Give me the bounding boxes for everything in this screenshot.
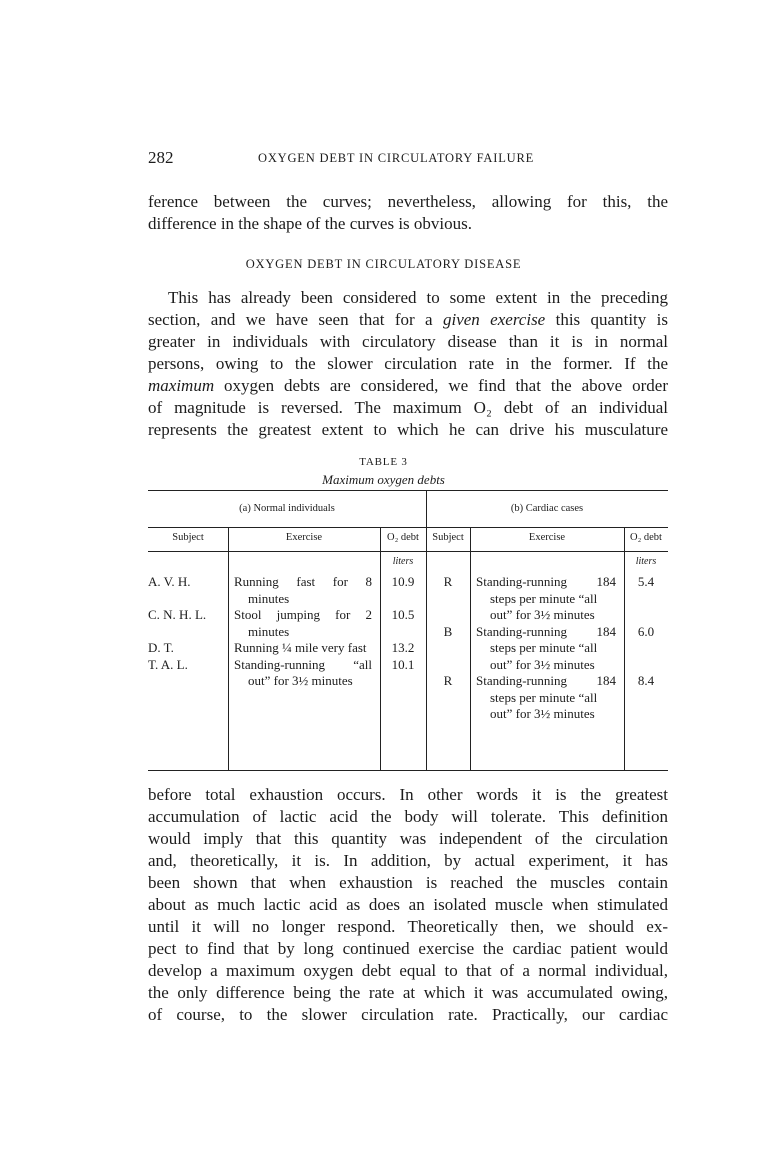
- exercise-line: out” for 3½ minutes: [490, 607, 595, 622]
- text-line: ference between the curves; nevertheless, allowing for this, the: [148, 192, 668, 211]
- text-line: difference in the shape of the curves is obvious.: [148, 214, 473, 233]
- o2-debt-cell: 13.2: [391, 640, 415, 655]
- exercise-line: Running fast for 8: [234, 574, 372, 589]
- exercise-line: Standing-running “all: [234, 656, 372, 672]
- column-header-exercise: Exercise: [528, 532, 566, 543]
- column-header-exercise: Exercise: [285, 532, 323, 543]
- o2-debt-cell: 5.4: [637, 574, 655, 589]
- table-col-divider: [470, 527, 471, 770]
- table-rule-subheader: [148, 551, 668, 552]
- text-line: would imply that this quantity was independent of the circulation: [148, 829, 668, 848]
- exercise-line: out” for 3½ minutes: [248, 673, 353, 688]
- subject-cell: C. N. H. L.: [148, 607, 207, 622]
- exercise-line: Standing-running 184: [476, 623, 616, 639]
- text-line: about as much lactic acid as does an isolated muscle when stimulated: [148, 895, 668, 914]
- text-line: maximum oxygen debts are considered, we find that the above order: [148, 376, 668, 395]
- page-number: 282: [148, 148, 174, 167]
- table-rule-top: [148, 490, 668, 491]
- paragraph-continuation: [148, 191, 668, 235]
- unit-label: liters: [392, 556, 414, 567]
- exercise-line: out” for 3½ minutes: [490, 656, 595, 672]
- table-rule-bottom: [148, 770, 668, 771]
- subject-cell: T. A. L.: [148, 656, 188, 672]
- subject-cell: D. T.: [148, 640, 174, 655]
- o2-debt-cell: 10.5: [391, 607, 415, 622]
- subject-cell: R: [443, 673, 453, 688]
- text-line: This has already been considered to some extent in the preceding: [168, 288, 668, 307]
- page-header: [148, 148, 668, 172]
- section-heading: OXYGEN DEBT IN CIRCULATORY DISEASE: [245, 257, 522, 271]
- table-rule-header: [148, 527, 668, 528]
- paragraph-circulatory-disease: [148, 287, 668, 441]
- text-line: of course, to the slower circulation rate. Practically, our cardiac: [148, 1005, 668, 1024]
- column-header-o2-debt: O₂ debt: [630, 532, 662, 543]
- exercise-line: steps per minute “all: [490, 590, 598, 606]
- column-header-subject: Subject: [432, 532, 464, 543]
- table-label: TABLE 3: [359, 456, 408, 468]
- o2-debt-cell: 10.9: [391, 574, 415, 589]
- text-line: until it will no longer respond. Theoretically then, we should ex-: [148, 917, 668, 936]
- subject-cell: B: [443, 623, 453, 639]
- text-line: accumulation of lactic acid the body will tolerate. This definition: [148, 807, 668, 826]
- data-table: [148, 490, 668, 772]
- paragraph-exhaustion: [148, 784, 668, 1026]
- exercise-line: minutes: [248, 623, 290, 639]
- text-line: develop a maximum oxygen debt equal to that of a normal individual,: [148, 961, 668, 980]
- unit-label: liters: [635, 556, 657, 567]
- column-header-o2-debt: O₂ debt: [387, 532, 419, 543]
- o2-debt-cell: 10.1: [391, 656, 415, 672]
- exercise-line: minutes: [248, 590, 290, 606]
- group-header-normal: (a) Normal individuals: [239, 503, 335, 514]
- text-line: section, and we have seen that for a given exercise this quantity is: [148, 310, 668, 329]
- exercise-line: Standing-running 184: [476, 574, 616, 589]
- text-line: been shown that when exhaustion is reached the muscles contain: [148, 873, 668, 892]
- emphasis-maximum: maximum: [148, 376, 215, 395]
- text-line: pect to find that by long continued exercise the cardiac patient would: [148, 939, 668, 958]
- column-header-subject: Subject: [172, 532, 204, 543]
- table-caption: Maximum oxygen debts: [322, 472, 445, 487]
- text-line: greater in individuals with circulatory disease than it is in normal: [148, 332, 668, 351]
- running-title: OXYGEN DEBT IN CIRCULATORY FAILURE: [258, 151, 535, 165]
- emphasis-given-exercise: given exercise: [442, 310, 546, 329]
- exercise-line: Standing-running 184: [476, 673, 616, 688]
- subject-cell: R: [443, 574, 453, 589]
- text-line: before total exhaustion occurs. In other words it is the greatest: [148, 785, 668, 804]
- group-header-cardiac: (b) Cardiac cases: [510, 503, 584, 514]
- exercise-line: Stool jumping for 2: [234, 607, 372, 622]
- exercise-line: steps per minute “all: [490, 689, 598, 705]
- o2-debt-cell: 8.4: [637, 673, 655, 688]
- exercise-line: steps per minute “all: [490, 640, 598, 655]
- o2-debt-cell: 6.0: [637, 623, 655, 639]
- text-line: and, theoretically, it is. In addition, by actual experiment, it has: [148, 851, 668, 870]
- text-line: of magnitude is reversed. The maximum O₂ debt of an individual: [148, 398, 668, 417]
- text-line: the only difference being the rate at which it was accumulated owing,: [148, 983, 668, 1002]
- text-line: represents the greatest extent to which he can drive his musculature: [148, 420, 668, 439]
- text-line: persons, owing to the slower circulation rate in the former. If the: [148, 354, 668, 373]
- table-col-divider: [228, 527, 229, 770]
- exercise-line: Running ¼ mile very fast: [234, 640, 367, 655]
- exercise-line: out” for 3½ minutes: [490, 706, 595, 721]
- subject-cell: A. V. H.: [148, 574, 191, 589]
